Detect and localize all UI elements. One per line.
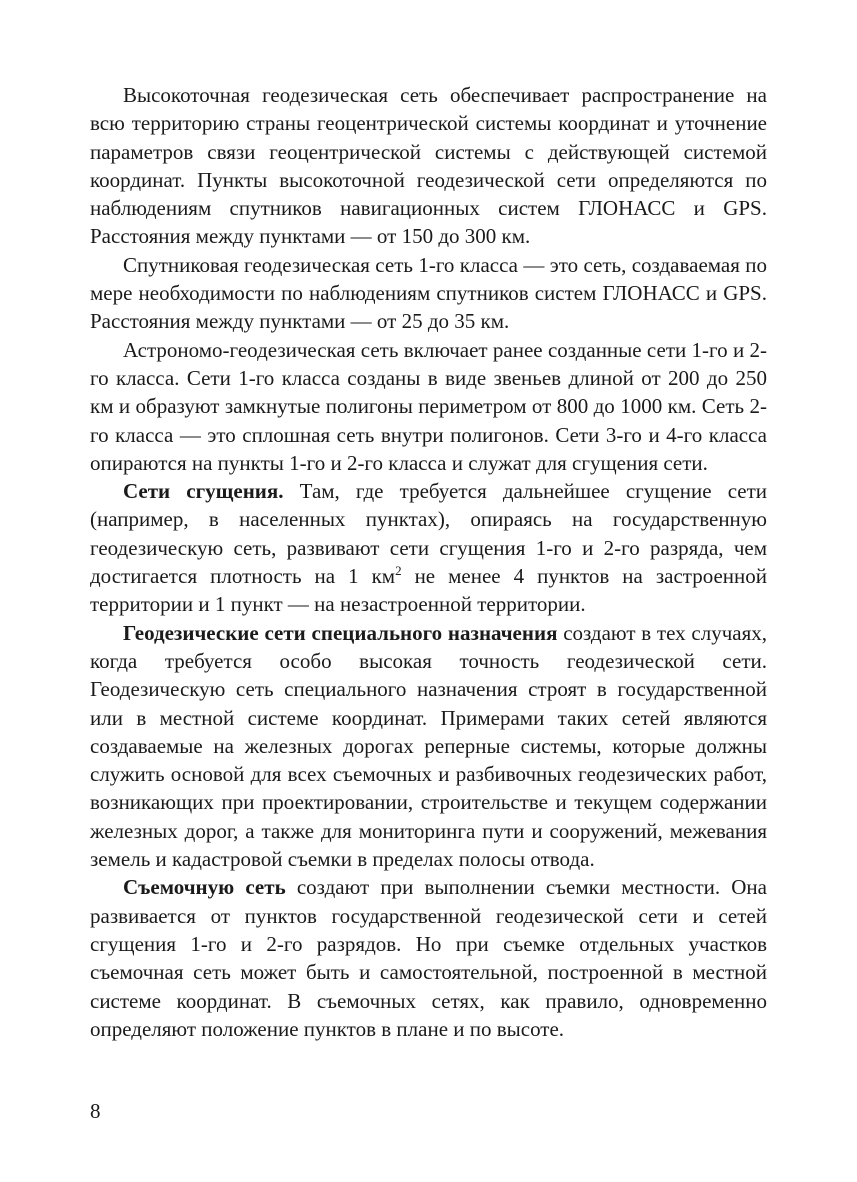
paragraph-special-purpose-networks	[90, 619, 767, 874]
paragraph-heading: Сети сгущения.	[123, 479, 284, 504]
paragraph-text: создают в тех случаях, когда требуется особо высокая точность геодезической сети. Геодезическую сеть специального назначения строят в государственной или в местной системе координат. Примерами таких сетей являются создаваемые на железных дорогах реперные системы, которые должны служить основой для всех съемочных и разбивочных геодезических работ, возникающих при проектировании, строительстве и текущем содержании железных дорог, а также для мониторинга пути и сооружений, межевания земель и кадастровой съемки в пределах полосы отвода.	[90, 620, 767, 872]
page-body	[90, 81, 767, 1043]
paragraph-densification-networks	[90, 477, 767, 618]
paragraph-survey-network	[90, 873, 767, 1043]
paragraph-high-precision-network	[90, 81, 767, 251]
paragraph-astro-geodetic-network	[90, 336, 767, 477]
paragraph-text: Спутниковая геодезическая сеть 1-го класса — это сеть, создаваемая по мере необходимости по наблюдениям спутников систем ГЛОНАСС и GPS. Расстояния между пунктами — от 25 до 35 км.	[90, 252, 767, 334]
paragraph-text: создают при выполнении съемки местности. Она развивается от пунктов государственной геодезической сети и сетей сгущения 1-го и 2-го разрядов. Но при съемке отдельных участков съемочная сеть может быть и самостоятельной, построенной в местной системе координат. В съемочных сетях, как правило, одновременно определяют положение пунктов в плане и по высоте.	[90, 875, 767, 1041]
paragraph-heading: Съемочную сеть	[123, 875, 286, 900]
superscript: 2	[395, 563, 402, 579]
paragraph-text: Там, где требуется дальнейшее сгущение сети (например, в населенных пунктах), опираясь на государственную геодезическую сеть, развивают сети сгущения 1-го и 2-го разряда, чем достигается плотность на 1 км	[90, 479, 768, 589]
paragraph-text: Высокоточная геодезическая сеть обеспечивает распространение на всю территорию страны геоцентрической системы координат и уточнение параметров связи геоцентрической системы с действующей системой координат. Пункты высокоточной геодезической сети определяются по наблюдениям спутников навигационных систем ГЛОНАСС и GPS. Расстояния между пунктами — от 150 до 300 км.	[90, 83, 767, 249]
paragraph-heading: Геодезические сети специального назначения	[123, 620, 558, 645]
paragraph-text: Астрономо-геодезическая сеть включает ранее созданные сети 1-го и 2-го класса. Сети 1-го класса созданы в виде звеньев длиной от 200 до 250 км и образуют замкнутые полигоны периметром от 800 до 1000 км. Сеть 2-го класса — это сплошная сеть внутри полигонов. Сети 3-го и 4-го класса опираются на пункты 1-го и 2-го класса и служат для сгущения сети.	[90, 337, 767, 475]
paragraph-text: не менее 4 пунктов на застроенной территории и 1 пункт — на незастроенной территории.	[90, 564, 767, 617]
paragraph-satellite-network	[90, 251, 767, 336]
page-number: 8	[90, 1099, 101, 1123]
